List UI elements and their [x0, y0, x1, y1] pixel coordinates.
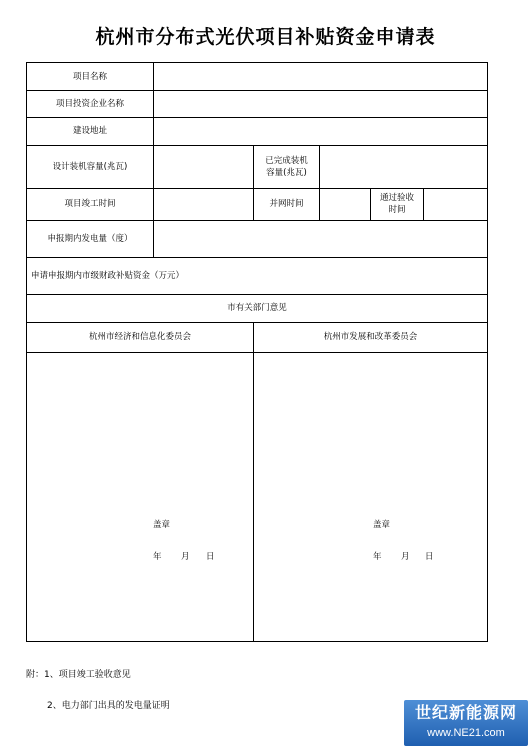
day-label-left: 日 — [206, 552, 215, 562]
page-title: 杭州市分布式光伏项目补贴资金申请表 — [95, 26, 436, 48]
attachment-note-1: 附：1、项目竣工验收意见 — [26, 670, 131, 680]
acceptance-time-label: 通过验收时间 — [379, 193, 414, 215]
project-name-label: 项目名称 — [72, 71, 107, 82]
month-label-right: 月 — [401, 552, 410, 562]
grid-time-field[interactable] — [320, 188, 370, 220]
completed-capacity-field[interactable] — [320, 145, 487, 188]
generation-field[interactable] — [154, 220, 487, 257]
subsidy-label: 申请申报期内市级财政补贴资金（万元） — [31, 270, 185, 281]
watermark-url: www.NE21.com — [427, 727, 505, 739]
day-label-right: 日 — [425, 552, 434, 562]
year-label-left: 年 — [153, 552, 162, 562]
application-form-table — [26, 62, 488, 642]
seal-label-right: 盖章 — [373, 520, 391, 530]
address-field[interactable] — [154, 117, 487, 145]
completion-time-label: 项目竣工时间 — [64, 199, 116, 209]
design-capacity-field[interactable] — [154, 145, 253, 188]
address-label: 建设地址 — [72, 126, 107, 136]
dept-development-label: 杭州市发展和改革委员会 — [323, 332, 418, 342]
project-name-field[interactable] — [154, 63, 487, 90]
month-label-left: 月 — [181, 552, 190, 562]
completed-capacity-label: 已完成装机容量(兆瓦) — [265, 155, 308, 178]
seal-label-left: 盖章 — [153, 520, 171, 530]
attachment-note-2: 2、电力部门出具的发电量证明 — [47, 701, 170, 711]
site-watermark-logo — [404, 700, 528, 746]
investor-label: 项目投资企业名称 — [55, 98, 124, 109]
design-capacity-label: 设计装机容量(兆瓦) — [52, 161, 128, 172]
generation-label: 申报期内发电量（度） — [47, 233, 133, 244]
development-opinion-area[interactable] — [254, 353, 487, 641]
investor-field[interactable] — [154, 90, 487, 117]
opinion-header: 市有关部门意见 — [227, 303, 287, 313]
year-label-right: 年 — [373, 552, 382, 562]
completion-time-field[interactable] — [154, 188, 253, 220]
dept-economy-label: 杭州市经济和信息化委员会 — [88, 332, 191, 342]
grid-time-label: 并网时间 — [269, 199, 304, 209]
economy-opinion-area[interactable] — [27, 353, 253, 641]
acceptance-time-field[interactable] — [424, 188, 487, 220]
watermark-title: 世纪新能源网 — [414, 703, 517, 722]
